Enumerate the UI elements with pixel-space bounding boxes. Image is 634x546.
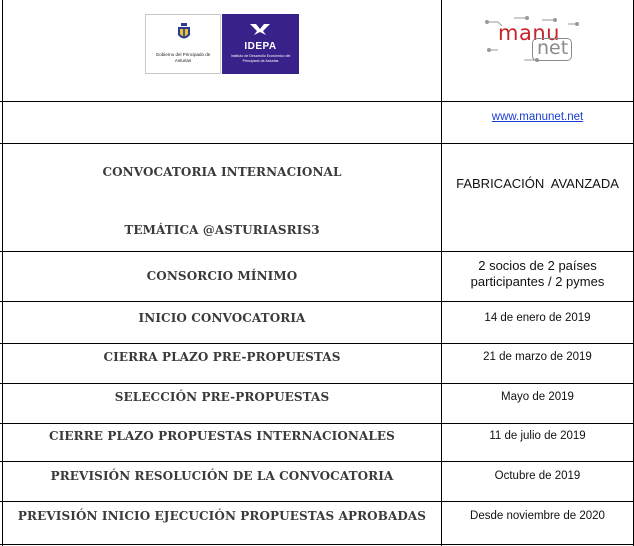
idepa-logo-name: IDEPA: [244, 41, 277, 52]
call-value: FABRICACIÓN AVANZADA: [456, 176, 619, 191]
gov-logo-text: Gobierno del Principado de Asturias: [155, 52, 211, 63]
manunet-logo: [484, 16, 580, 66]
row-value-consorcio-line1: 2 socios de 2 países: [478, 258, 597, 273]
row-divider: [0, 343, 634, 344]
call-label-line1: CONVOCATORIA INTERNACIONAL: [102, 165, 342, 179]
row-value-consorcio: [442, 258, 633, 290]
row-value-ejecucion: Desde noviembre de 2020: [470, 510, 605, 522]
row-divider: [0, 383, 634, 384]
net-box: [532, 38, 572, 61]
row-divider: [0, 461, 634, 462]
row-value-consorcio-line2: participantes / 2 pymes: [470, 274, 605, 289]
row-divider: [0, 501, 634, 502]
idepa-logo-subtitle: Instituto de Desarrollo Económico del Principado de Asturias: [230, 54, 291, 63]
gobierno-asturias-logo: [145, 14, 221, 74]
row-label-resolucion: PREVISIÓN RESOLUCIÓN DE LA CONVOCATORIA: [50, 469, 394, 483]
idepa-logo: [222, 14, 299, 74]
manunet-link[interactable]: www.manunet.net: [491, 111, 584, 123]
manu-text: manu: [498, 21, 560, 45]
table-border-bottom: [0, 544, 634, 545]
row-label-seleccion: SELECCIÓN PRE-PROPUESTAS: [114, 390, 330, 404]
row-divider: [0, 143, 634, 144]
row-value-inicio: 14 de enero de 2019: [484, 312, 591, 324]
row-divider: [0, 251, 634, 252]
row-value-cierre-internacional: 11 de julio de 2019: [489, 430, 586, 442]
row-value-seleccion: Mayo de 2019: [501, 391, 574, 403]
row-label-cierre-internacional: CIERRE PLAZO PROPUESTAS INTERNACIONALES: [49, 429, 395, 443]
row-label-inicio: INICIO CONVOCATORIA: [138, 311, 306, 325]
manunet-link-cell: [442, 102, 633, 143]
row-divider: [0, 301, 634, 302]
row-label-consorcio: CONSORCIO MÍNIMO: [146, 269, 298, 283]
row-divider: [0, 423, 634, 424]
row-value-cierra-pre: 21 de marzo de 2019: [483, 351, 592, 363]
idepa-emblem-icon: [250, 22, 270, 36]
row-label-cierra-pre: CIERRA PLAZO PRE-PROPUESTAS: [103, 350, 341, 364]
net-text: net: [537, 37, 569, 59]
row-label-ejecucion: PREVISIÓN INICIO EJECUCIÓN PROPUESTAS APROBADAS: [17, 509, 427, 523]
row-value-resolucion: Octubre de 2019: [494, 470, 581, 482]
call-label-line2: TEMÁTICA @ASTURIASRIS3: [124, 223, 320, 237]
coat-of-arms-icon: [177, 23, 191, 43]
